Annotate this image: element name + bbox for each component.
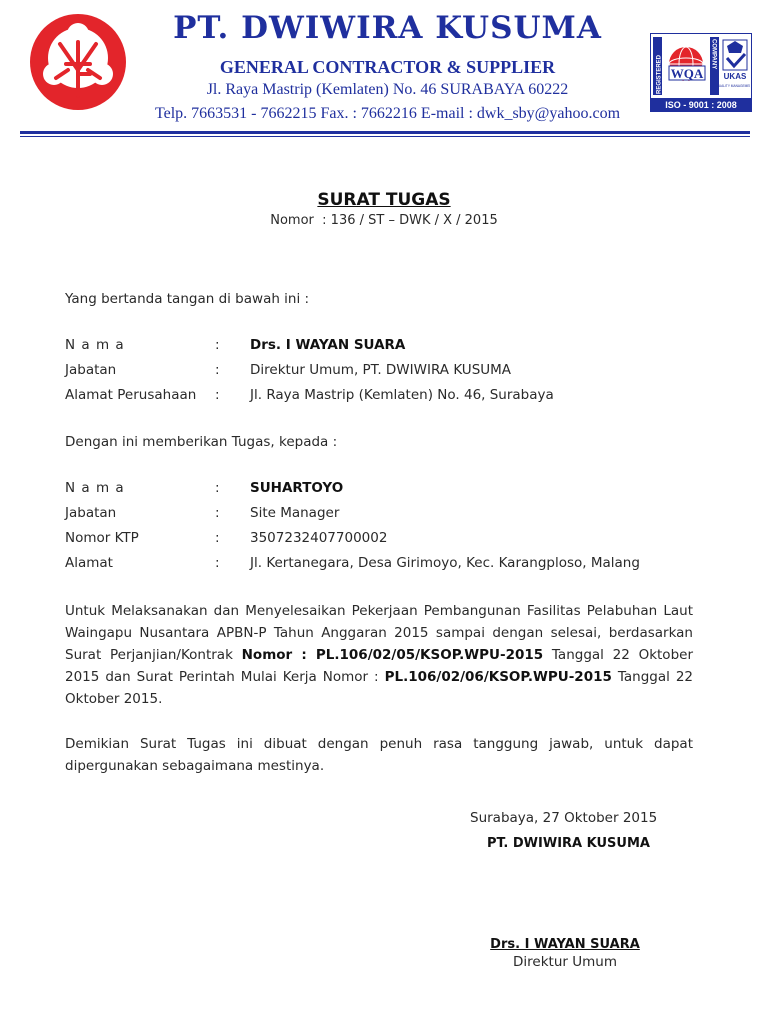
assignee-label-address: Alamat [65,555,113,571]
signer-colon-position: : [215,362,220,378]
signer-label-name: N a m a [65,337,125,353]
signer-colon-address: : [215,387,220,403]
company-contact: Telp. 7663531 - 7662215 Fax. : 7662216 E-mail : dwk_sby@yahoo.com [154,105,621,122]
letterhead-divider [20,131,750,134]
company-logo [28,12,128,112]
signature-company: PT. DWIWIRA KUSUMA [487,836,650,851]
work-order-number: PL.106/02/06/KSOP.WPU-2015 [384,669,612,685]
signatory-title: Direktur Umum [513,954,617,970]
assignment-paragraph [65,600,693,710]
assignment-text-3: Tanggal 22 Oktober 2015. [65,669,694,707]
intro-text: Yang bertanda tangan di bawah ini : [65,291,310,307]
signer-label-address: Alamat Perusahaan [65,387,197,403]
company-name: PT. DWIWIRA KUSUMA [173,10,602,46]
company-tagline: GENERAL CONTRACTOR & SUPPLIER [219,57,556,77]
signer-value-position: Direktur Umum, PT. DWIWIRA KUSUMA [250,362,512,378]
signatory-name: Drs. I WAYAN SUARA [490,937,640,952]
document-number: Nomor : 136 / ST – DWK / X / 2015 [270,213,498,228]
signature-place-date: Surabaya, 27 Oktober 2015 [470,810,658,826]
assignment-text-2: Tanggal 22 Oktober 2015 dan Surat Perintah Mulai Kerja Nomor : [65,647,693,685]
certification-globe-icon [651,34,750,98]
assignee-colon-position: : [215,505,220,521]
assignee-value-ktp: 3507232407700002 [250,530,388,546]
cert-side-left: REGISTERED [656,54,663,94]
assignee-label-name: N a m a [65,480,125,496]
assignee-colon-name: : [215,480,220,496]
closing-paragraph: Demikian Surat Tugas ini dibuat dengan penuh rasa tanggung jawab, untuk dapat dipergunakan sebagaimana mestinya. [65,736,693,774]
assign-intro-text: Dengan ini memberikan Tugas, kepada : [65,434,338,450]
cert-ukas-sub: QUALITY MANAGEMENT [716,84,750,88]
cert-mark: WQA [670,66,704,81]
assignee-label-ktp: Nomor KTP [65,530,139,546]
letterhead-divider-thin [20,136,750,137]
assignment-text-1: Untuk Melaksanakan dan Menyelesaikan Pekerjaan Pembangunan Fasilitas Pelabuhan Laut Waingapu Nusantara APBN-P Tahun Anggaran 2015 sampai dengan selesai, berdasarkan Surat Perjanjian/Kontrak [65,603,693,663]
signer-value-name: Drs. I WAYAN SUARA [250,337,406,353]
assignee-label-position: Jabatan [65,505,117,521]
assignee-value-address: Jl. Kertanegara, Desa Girimoyo, Kec. Karangploso, Malang [250,555,640,571]
assignee-value-position: Site Manager [250,505,340,521]
cert-caption: ISO - 9001 : 2008 [650,98,752,112]
assignee-colon-ktp: : [215,530,220,546]
signer-label-position: Jabatan [65,362,117,378]
contract-number: Nomor : PL.106/02/05/KSOP.WPU-2015 [241,647,544,663]
assignee-colon-address: : [215,555,220,571]
signer-colon-name: : [215,337,220,353]
cert-side-right: COMPANY [710,39,717,70]
cert-ukas: UKAS [723,72,747,81]
signer-value-address: Jl. Raya Mastrip (Kemlaten) No. 46, Surabaya [250,387,554,403]
company-address: Jl. Raya Mastrip (Kemlaten) No. 46 SURABAYA 60222 [206,81,569,98]
company-logo-icon [28,12,128,112]
document-title: SURAT TUGAS [317,190,451,210]
assignee-value-name: SUHARTOYO [250,480,344,496]
